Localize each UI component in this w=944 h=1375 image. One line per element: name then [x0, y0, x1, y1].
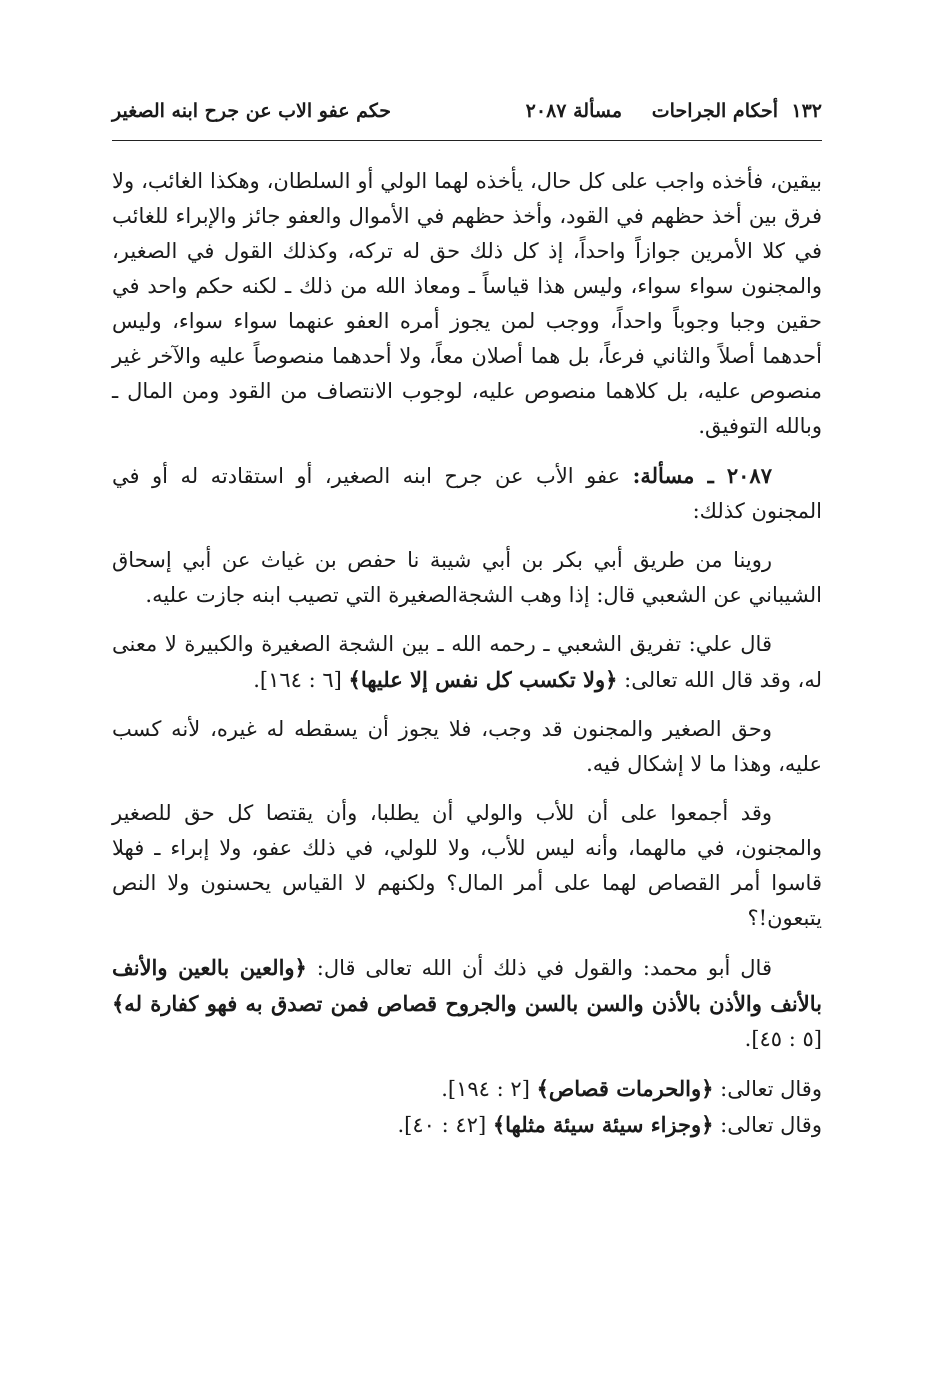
page-body — [112, 164, 822, 1157]
paragraph-right: وحق الصغير والمجنون قد وجب، فلا يجوز أن يسقطه له غيره، لأنه كسب عليه، وهذا ما لا إشكال فيه. — [112, 717, 822, 776]
quran-reference: [٤٢ : ٤٠]. — [397, 1113, 493, 1137]
issue-label: مسألة ٢٠٨٧ — [525, 100, 622, 122]
quran-reference: [٢ : ١٩٤]. — [441, 1077, 537, 1101]
quran-reference: [٦ : ١٦٤]. — [253, 668, 349, 692]
abu-muhammad-text: قال أبو محمد: والقول في ذلك أن الله تعالى قال: — [306, 956, 772, 980]
quran-quote: ﴿ولا تكسب كل نفس إلا عليها﴾ — [348, 667, 618, 692]
paragraph-abu-muhammad — [112, 950, 822, 1057]
paragraph-consensus: وقد أجمعوا على أن للأب والولي أن يطلبا، وأن يقتصا كل حق للصغير والمجنون، في مالهما، وأنه ليس للأب، ولا للولي، في ذلك عفو، ولا إبراء ـ فهلا قاسوا أمر القصاص لهما على أمر المال؟ ولكنهم لا القياس يحسنون ولا النص يتبعون!؟ — [112, 801, 822, 930]
paragraph-issue — [112, 458, 822, 529]
ali-text: قال علي: تفريق الشعبي ـ رحمه الله ـ بين الشجة الصغيرة والكبيرة لا معنى له، وقد قال الله تعالى: — [112, 632, 822, 692]
quran-quote: ﴿وجزاء سيئة سيئة مثلها﴾ — [492, 1112, 714, 1137]
paragraph-continuation: بيقين، فأخذه واجب على كل حال، يأخذه لهما الولي أو السلطان، وهكذا الغائب، ولا فرق بين أخذ حظهم في القود، وأخذ حظهم في الأموال والعفو جائز والإبراء للغائب في كلا الأمرين جوازاً واحداً، إذ كل ذلك حق له تركه، وكذلك القول في الصغير، والمجنون سواء سواء، وليس هذا قياساً ـ ومعاذ الله من ذلك ـ لكنه حكم واحد في حقين وجبا وجوباً واحداً، ووجب لمن يجوز أمره العفو عنهما سواء سواء، وليس أحدهما أصلاً والثاني فرعاً، بل هما أصلان معاً، ولا أحدهما منصوصاً عليه والآخر غير منصوص عليه، بل كلاهما منصوص عليه، لوجوب الانتصاف من القود ومن المال ـ وبالله التوفيق. — [112, 169, 822, 438]
verse-line: وقال تعالى: ﴿وجزاء سيئة سيئة مثلها﴾ [٤٢ : ٤٠]. — [397, 1112, 822, 1137]
header-divider — [112, 140, 822, 141]
quran-quote: ﴿والعين بالعين والأنف بالأنف والأذن بالأذن والسن بالسن والجروح قصاص فمن تصدق به فهو كفارة له﴾ — [112, 955, 822, 1016]
page-number: ١٣٢ — [791, 100, 822, 122]
book-title: أحكام الجراحات — [651, 100, 778, 122]
quran-quote: ﴿والحرمات قصاص﴾ — [536, 1076, 714, 1101]
paragraph-narration: روينا من طريق أبي بكر بن أبي شيبة نا حفص بن غياث عن أبي إسحاق الشيباني عن الشعبي قال: إذا وهب الشجةالصغيرة التي تصيب ابنه جازت عليه. — [112, 548, 822, 607]
issue-heading: ٢٠٨٧ ـ مسألة: — [632, 463, 772, 488]
verse-line: وقال تعالى: ﴿والحرمات قصاص﴾ [٢ : ١٩٤]. — [441, 1076, 822, 1101]
page-topic: حكم عفو الاب عن جرح ابنه الصغير — [112, 100, 392, 122]
issue-text: عفو الأب عن جرح ابنه الصغير، أو استقادته له أو في المجنون كذلك: — [112, 464, 822, 523]
quran-reference: [٥ : ٤٥]. — [744, 1027, 822, 1051]
paragraph-ali — [112, 627, 822, 698]
page-header — [112, 100, 822, 134]
